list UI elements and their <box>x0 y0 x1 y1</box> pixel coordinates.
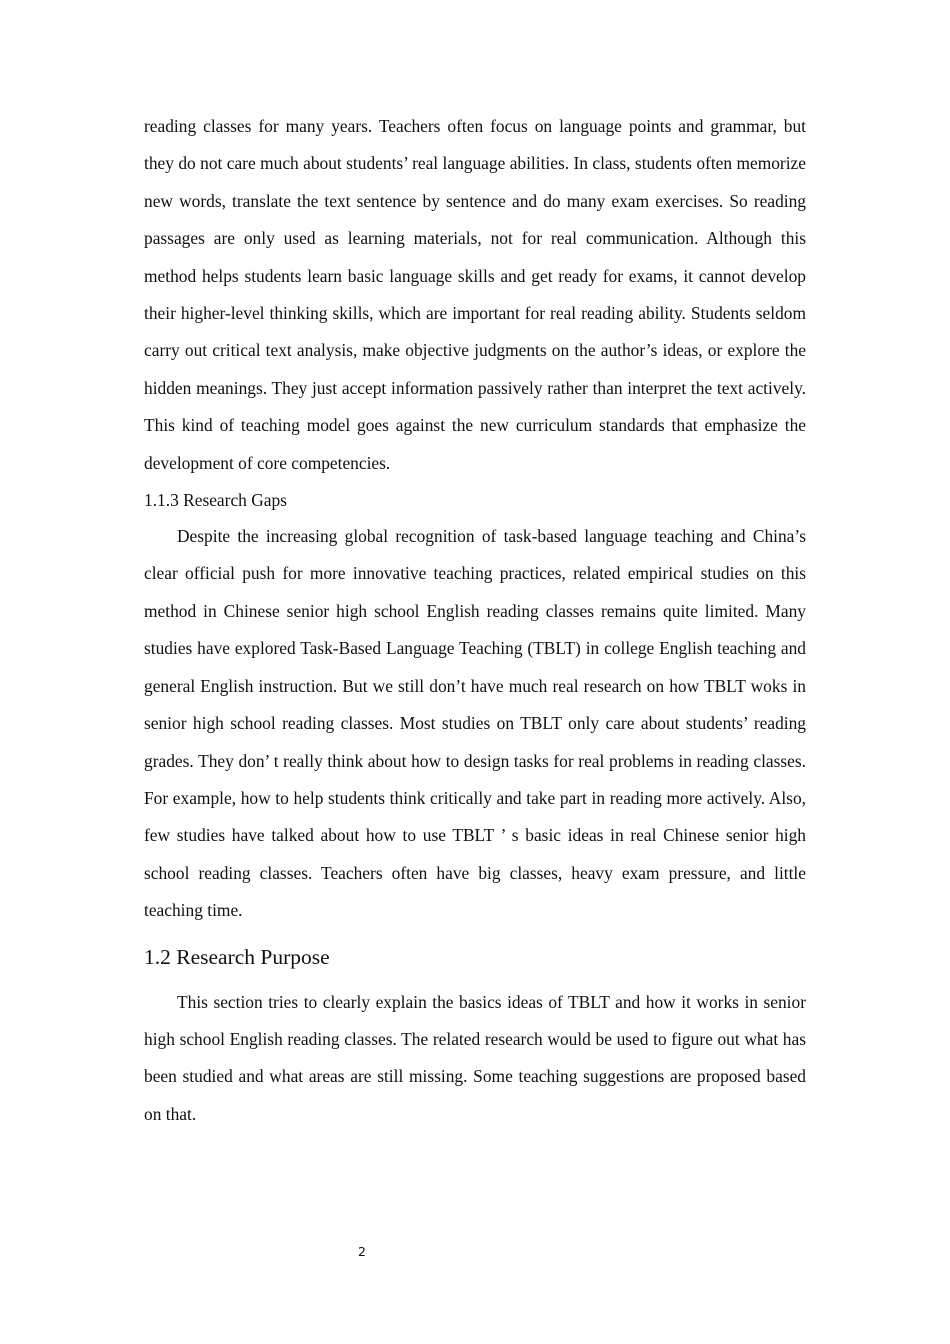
paragraph-research-purpose: This section tries to clearly explain the basics ideas of TBLT and how it works in senior high school English reading classes. The related research would be used to figure out what has been studied and what areas are still missing. Some teaching suggestions are proposed based on that. <box>144 991 806 1124</box>
section-heading-research-purpose: 1.2 Research Purpose <box>144 944 330 969</box>
page-body <box>144 108 806 1133</box>
paragraph-teaching-situation: reading classes for many years. Teachers often focus on language points and grammar, but they do not care much about students’ real language abilities. In class, students often memorize new words, translate the text sentence by sentence and do many exam exercises. So reading passages are only used as learning materials, not for real communication. Although this method helps students learn basic language skills and get ready for exams, it cannot develop their higher-level thinking skills, which are important for real reading ability. Students seldom carry out critical text analysis, make objective judgments on the author’s ideas, or explore the hidden meanings. They just accept information passively rather than interpret the text actively. This kind of teaching model goes against the new curriculum standards that emphasize the development of core competencies. <box>144 116 806 473</box>
subsection-heading-research-gaps: 1.1.3 Research Gaps <box>144 490 287 511</box>
paragraph-research-gaps: Despite the increasing global recognition of task-based language teaching and China’s clear official push for more innovative teaching practices, related empirical studies on this method in Chinese senior high school English reading classes remains quite limited. Many studies have explored Task-Based Language Teaching (TBLT) in college English teaching and general English instruction. But we still don’t have much real research on how TBLT woks in senior high school reading classes. Most studies on TBLT only care about students’ reading grades. They don’ t really think about how to design tasks for real problems in reading classes. For example, how to help students think critically and take part in reading more actively. Also, few studies have talked about how to use TBLT ’ s basic ideas in real Chinese senior high school reading classes. Teachers often have big classes, heavy exam pressure, and little teaching time. <box>144 526 806 921</box>
page-number: 2 <box>358 1244 366 1259</box>
